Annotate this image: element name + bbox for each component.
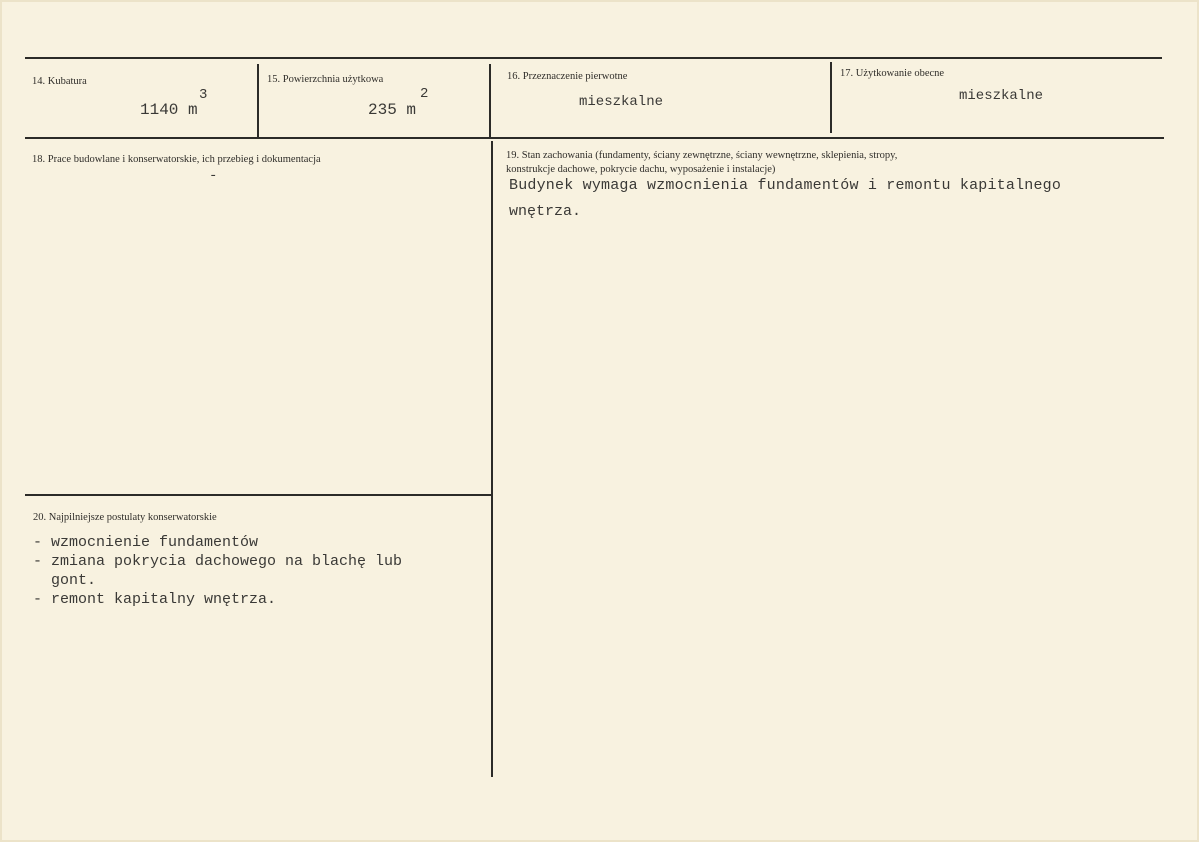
list-item: - zmiana pokrycia dachowego na blachę lub [33, 553, 403, 570]
field-19-label-line-2: konstrukcje dachowe, pokrycie dachu, wyposażenie i instalacje) [506, 164, 776, 175]
divider-left-right [491, 141, 493, 777]
field-20-postulates-list [33, 533, 402, 609]
top-rule [25, 57, 1162, 59]
field-14-unit-exponent: 3 [199, 87, 208, 103]
list-item: - remont kapitalny wnętrza. [33, 591, 277, 608]
header-bottom-rule [25, 137, 1164, 139]
field-19-label-line-1: 19. Stan zachowania (fundamenty, ściany zewnętrzne, ściany wewnętrzne, sklepienia, stropy, [506, 150, 898, 161]
divider-16-17 [830, 62, 832, 133]
field-18-value: - [209, 168, 218, 184]
field-15-label: 15. Powierzchnia użytkowa [267, 74, 384, 85]
field-18-label: 18. Prace budowlane i konserwatorskie, ich przebieg i dokumentacja [32, 154, 321, 165]
field-16-label: 16. Przeznaczenie pierwotne [507, 71, 628, 82]
section-18-20-divider [25, 494, 491, 496]
list-item: - wzmocnienie fundamentów [33, 534, 259, 551]
field-16-value: mieszkalne [579, 94, 664, 110]
field-19-text-line-1: Budynek wymaga wzmocnienia fundamentów i remontu kapitalnego [509, 177, 1062, 194]
field-15-unit-exponent: 2 [420, 86, 429, 102]
field-20-label: 20. Najpilniejsze postulaty konserwatorskie [33, 512, 217, 523]
field-19-text-line-2: wnętrza. [509, 203, 582, 220]
field-15-value: 235 m [368, 101, 417, 119]
divider-15-16 [489, 64, 491, 138]
field-17-label: 17. Użytkowanie obecne [840, 68, 945, 79]
field-17-value: mieszkalne [959, 88, 1044, 104]
field-14-label: 14. Kubatura [32, 76, 87, 87]
field-14-value: 1140 m [140, 101, 198, 119]
list-item: gont. [33, 572, 97, 589]
divider-14-15 [257, 64, 259, 138]
